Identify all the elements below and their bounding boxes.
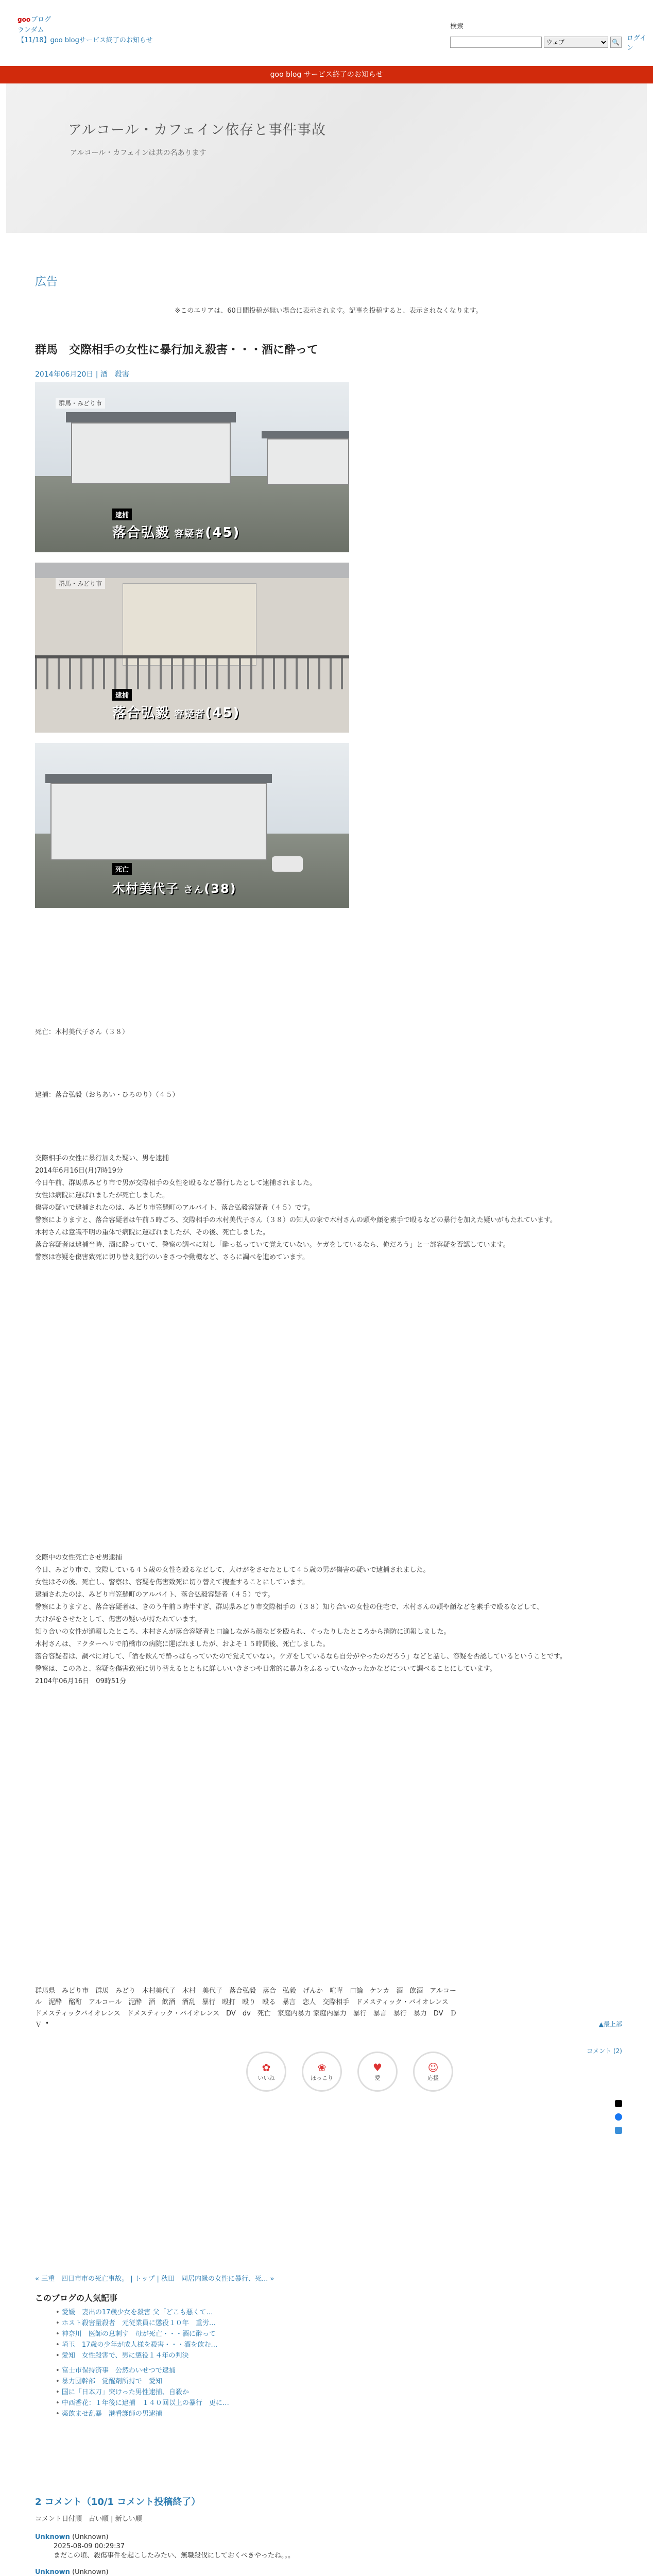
reaction-button[interactable]: ❀ ほっこり [302,2052,342,2092]
popular-item[interactable]: 埼玉 17歳の少年が成人様を殺害・・・酒を飲む… [61,2341,218,2349]
suspect-line: 逮捕：落合弘毅（おちあい・ひろのり）（４５） [35,1091,179,1099]
popular-heading: このブログの人気記事 [35,2293,118,2303]
popular-item[interactable]: 薬飲ませ乱暴 港看護師の男逮捕 [61,2410,162,2418]
search-scope-select[interactable] [544,37,608,48]
paragraph: 警察は容疑を傷害致死に切り替え犯行のいきさつや動機など、さらに調べを進めています。 [35,1253,309,1261]
photo-place-label: 群馬・みどり市 [56,398,105,409]
paragraph: 落合容疑者は、調べに対して、「酒を飲んで酔っぱらっていたので覚えていない。ケガをしているなら自分がやったのだろう」などと話し、容疑を否認しているということです。 [35,1653,566,1660]
paragraph: 女性はその後、死亡し、警察は、容疑を傷害致死に切り替えて捜査することにしています。 [35,1579,309,1586]
popular-item[interactable]: 神奈川 医師の息刺す 母が死亡・・・酒に酔って [61,2330,216,2338]
popular-item[interactable]: ホスト殺害量殺者 元従業員に懲役１０年 重労… [61,2319,216,2327]
goo-logo-icon: goo [18,16,31,23]
paragraph: 木村さんは意識不明の重体で病院に運ばれましたが、その後、死亡しました。 [35,1229,270,1236]
paragraph: 知り合いの女性が通報したところ、木村さんが落合容疑者と口論しながら顔などを殴られ、ぐったりしたところから消防に通報しました。 [35,1628,451,1636]
photo-tag: 死亡 [112,863,132,875]
comment-date: 2025-08-09 00:29:37 [54,2543,125,2550]
service-end-banner-text: goo blog サービス終了のお知らせ [270,71,383,79]
photo-caption: 落合弘毅 容疑者(45) [112,705,240,721]
smile-icon: ☺ [427,2061,439,2074]
article-photo-3 [35,743,349,908]
popular-item[interactable]: 愛媛 妻出の17歳少女を殺害 父「どこも悪くて… [61,2309,213,2316]
comment: Unknown (Unknown) [35,2568,109,2576]
ad-notice: ※このエリアは、60日間投稿が無い場合に表示されます。記事を投稿すると、表示されなくなります。 [175,307,483,315]
comments-heading: 2 コメント（10/1 コメント投稿終了） [35,2497,201,2507]
comments-link[interactable]: コメント (2) [587,2047,622,2055]
paragraph: 傷害の疑いで逮捕されたのは、みどり市笠懸町のアルバイト、落合弘毅容疑者（４５）です。 [35,1204,315,1212]
blossom-icon: ❀ [317,2061,326,2074]
article-photo-2 [35,563,349,733]
heart-icon: ♥ [373,2061,382,2074]
photo-caption: 落合弘毅 容疑者(45) [112,525,240,540]
paragraph: 大けがをさせたとして、傷害の疑いが持たれています。 [35,1616,202,1623]
photo-place-label: 群馬・みどり市 [56,578,105,589]
article-tags[interactable]: 群馬県 みどり市 群馬 みどり 木村美代子 木村 美代子 落合弘毅 落合 弘毅 げんか 喧嘩 口論 ケンカ 酒 飲酒 アルコール 泥酔 酩酊 アルコール 泥酔 酒 飲酒 酒乱 暴行 殴打 殴り 殴る 暴言 恋人 交際相手 ドメスティック・バイオレンス ドメスティックバイオレンス ドメスティック・バイオレンス DV dv 死亡 家庭内暴力 家庭内暴力 暴行 暴言 暴行 暴力 DV ＤＶ [35,1987,457,2029]
link-random[interactable]: ランダム [18,26,44,34]
service-end-banner[interactable] [0,66,653,83]
login-link[interactable]: ログイン [626,35,647,52]
paragraph: 今日、みどり市で、交際している４５歳の女性を殴るなどして、大けがをさせたとして４５歳の男が傷害の疑いで逮捕されました。 [35,1566,430,1574]
paragraph: 交際中の女性死亡させ男逮捕 [35,1554,123,1562]
paragraph: 2014年6月16日(月)7時19分 [35,1167,123,1175]
reaction-buttons [246,2052,453,2092]
reaction-button[interactable]: ♥ 愛 [357,2052,398,2092]
post-navigation[interactable]: « 三重 四日市市の死亡事故。 | トップ | 秋田 同居内縁の女性に暴行、死... » [35,2275,274,2283]
hatena-share-icon[interactable] [615,2127,622,2134]
reaction-button[interactable]: ✿ いいね [246,2052,286,2092]
photo-tag: 逮捕 [112,689,132,701]
link-blog[interactable]: ブログ [31,16,51,24]
ad-label: 広告 [35,276,58,289]
blog-description: アルコール・カフェインは共の名あります [70,149,207,157]
paragraph: 警察によりますと、落合容疑者は、きのう午前５時半すぎ、群馬県みどり市交際相手の（３８）知り合いの女性の住宅で、木村さんの頭や顔などを素手で殴るなどして、 [35,1603,543,1611]
sns-share [615,2100,623,2140]
top-link[interactable]: ▲最上部 [598,2021,622,2028]
paragraph: 警察は、このあと、容疑を傷害致死に切り替えるとともに詳しいいきさつや日常的に暴力をふるっていなかったかなどについて調べることにしています。 [35,1665,496,1673]
top-navigation [0,0,653,66]
facebook-share-icon[interactable] [615,2113,622,2121]
blog-header [6,83,647,233]
search-input[interactable] [450,37,542,48]
paragraph: 警察によりますと、落合容疑者は午前５時ごろ、交際相手の木村美代子さん（３８）の知人の家で木村さんの頭や顔を素手で殴るなどの暴行を加えた疑いがもたれています。 [35,1216,557,1224]
photo-tag: 逮捕 [112,509,132,520]
bullet: • [45,2020,49,2027]
article-date[interactable]: 2014年06月20日 | 酒 殺害 [35,370,129,379]
popular-item[interactable]: 暴力団幹部 覚醒剤所持で 愛知 [61,2378,162,2385]
paragraph: 木村さんは、ドクターヘリで前橋市の病院に運ばれましたが、およそ１５時間後、死亡しました。 [35,1640,330,1648]
reaction-button[interactable]: ☺ 応援 [413,2052,453,2092]
comments-sort[interactable]: コメント日付順 古い順 | 新しい順 [35,2515,142,2523]
popular-list [56,2307,229,2419]
paragraph: 女性は病院に運ばれましたが死亡しました。 [35,1192,169,1199]
comment-body: まだこの頃、殺傷事件を起こしたみたい、無職殺伐にしておくべきやったね。。。 [54,2552,295,2560]
article-title[interactable]: 群馬 交際相手の女性に暴行加え殺害・・・酒に酔って [35,344,319,357]
comment-author[interactable]: Unknown [35,2533,70,2541]
paragraph: 落合容疑者は逮捕当時、酒に酔っていて、警察の調べに対し「酔っ払っていて覚えていない。ケガをしているなら、俺だろう」と一部容疑を否認しています。 [35,1241,510,1249]
link-service-end-notice[interactable]: 【11/18】goo blogサービス終了のお知らせ [18,37,153,44]
article-photo-1 [35,382,349,552]
comment: Unknown (Unknown) 2025-08-09 00:29:37 まだこの頃、殺傷事件を起こしたみたい、無職殺伐にしておくべきやったね。。。 [35,2533,622,2561]
flower-icon: ✿ [262,2061,271,2074]
article-section-1 [35,1153,617,1264]
top-links [18,14,152,46]
victim-line: 死亡：木村美代子さん（３８） [35,1028,129,1036]
search-button[interactable]: 🔍 [610,37,622,48]
popular-item[interactable]: 富士市保持済事 公然わいせつで逮捕 [61,2367,176,2375]
top-search [450,21,653,52]
popular-item[interactable]: 愛知 女性殺害で、男に懲役１４年の判決 [61,2352,189,2360]
popular-item[interactable]: 中西香花：１年後に逮捕 １４０回以上の暴行 更に… [61,2399,229,2407]
blog-title[interactable]: アルコール・カフェイン依存と事件事故 [68,122,326,138]
paragraph: 2104年06月16日 09時51分 [35,1677,127,1685]
article-section-2 [35,1552,617,1688]
paragraph: 逮捕されたのは、みどり市笠懸町のアルバイト、落合弘毅容疑者（４５）です。 [35,1591,274,1599]
paragraph: 今日午前、群馬県みどり市で男が交際相手の女性を殴るなど暴行したとして逮捕されました。 [35,1179,317,1187]
comment-author[interactable]: Unknown [35,2568,70,2576]
paragraph: 交際相手の女性に暴行加えた疑い、男を逮捕 [35,1155,169,1162]
x-share-icon[interactable] [615,2100,622,2107]
search-label: 検索 [450,23,464,30]
photo-caption: 木村美代子 さん(38) [112,882,237,896]
popular-item[interactable]: 国に「日本刀」突けった男性逮捕、自殺か [61,2388,189,2396]
